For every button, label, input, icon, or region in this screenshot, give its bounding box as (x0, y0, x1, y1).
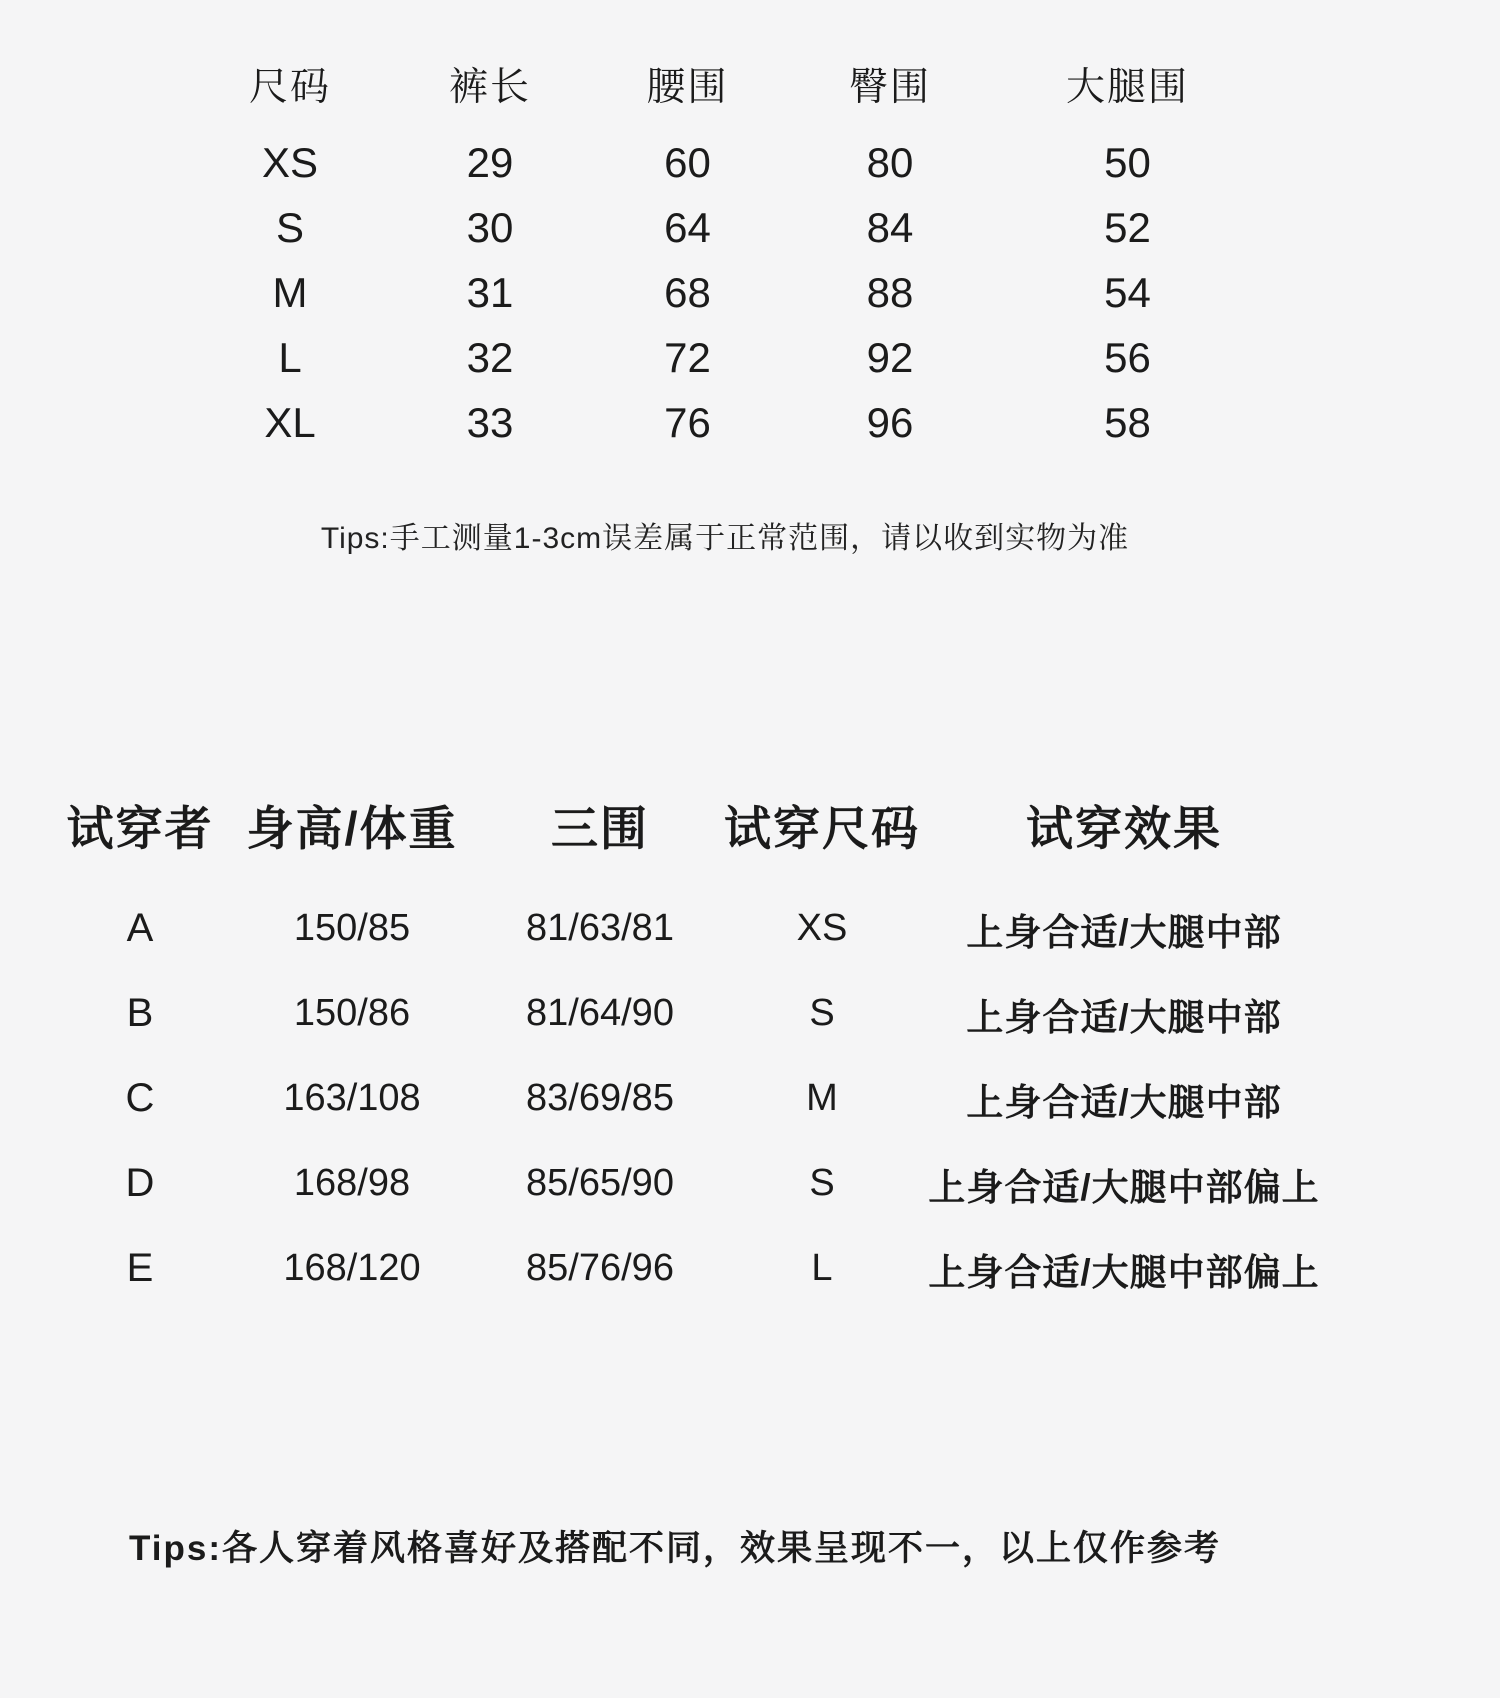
table-cell: 上身合适/大腿中部 (966, 911, 1282, 953)
table-row (55, 886, 1325, 971)
table-cell: 72 (664, 333, 711, 381)
table-cell: B (126, 991, 154, 1035)
size-table-header-row (190, 50, 1260, 118)
header-size: 尺码 (248, 66, 331, 109)
table-cell: L (811, 1247, 833, 1289)
header-thigh: 大腿围 (1065, 66, 1189, 109)
header-waist: 腰围 (646, 66, 729, 109)
fit-table-tips: Tips:各人穿着风格喜好及搭配不同，效果呈现不一，以上仅作参考 (129, 1529, 1221, 1568)
table-cell: 54 (1104, 268, 1151, 316)
table-cell: 上身合适/大腿中部 (966, 1081, 1282, 1123)
table-cell: M (272, 268, 308, 316)
table-cell: 88 (866, 268, 914, 316)
fit-table (55, 790, 1325, 1311)
header-tester: 试穿者 (66, 801, 214, 855)
table-cell: 85/76/96 (526, 1247, 674, 1289)
table-cell: 96 (866, 398, 914, 446)
table-cell: XS (796, 907, 848, 949)
header-measurements: 三围 (551, 801, 649, 855)
table-cell: 上身合适/大腿中部偏上 (928, 1251, 1320, 1293)
table-row (190, 260, 1260, 325)
table-row (55, 971, 1325, 1056)
header-height-weight: 身高/体重 (246, 801, 458, 855)
table-cell: S (809, 992, 835, 1034)
table-row (190, 130, 1260, 195)
table-cell: 83/69/85 (526, 1077, 674, 1119)
header-pants-length: 裤长 (448, 66, 531, 109)
size-table (190, 0, 1260, 557)
table-cell: 81/64/90 (526, 992, 674, 1034)
table-cell: 33 (466, 398, 514, 446)
table-cell: 150/86 (293, 992, 411, 1034)
table-cell: 31 (466, 268, 514, 316)
header-fit-effect: 试穿效果 (1026, 801, 1222, 855)
table-cell: 30 (466, 203, 514, 251)
table-cell: 168/120 (283, 1247, 421, 1289)
table-row (55, 1226, 1325, 1311)
table-cell: S (809, 1162, 835, 1204)
table-cell: S (275, 203, 304, 251)
table-cell: 92 (866, 333, 914, 381)
table-cell: 168/98 (293, 1162, 411, 1204)
size-table-tips: Tips:手工测量1-3cm误差属于正常范围，请以收到实物为准 (320, 522, 1130, 555)
table-cell: 80 (866, 138, 914, 186)
table-cell: 52 (1104, 203, 1151, 251)
table-cell: 上身合适/大腿中部 (966, 996, 1282, 1038)
table-cell: 76 (664, 398, 711, 446)
table-cell: 56 (1104, 333, 1151, 381)
table-row (190, 390, 1260, 455)
table-cell: E (126, 1246, 154, 1290)
table-cell: 64 (664, 203, 711, 251)
table-cell: 84 (866, 203, 914, 251)
table-cell: 上身合适/大腿中部偏上 (928, 1166, 1320, 1208)
table-cell: 85/65/90 (526, 1162, 674, 1204)
table-cell: 60 (664, 138, 711, 186)
table-cell: 150/85 (293, 907, 411, 949)
fit-table-header-row (55, 790, 1325, 860)
table-row (190, 325, 1260, 390)
table-cell: XS (261, 138, 319, 186)
table-cell: C (125, 1076, 155, 1120)
header-hip: 臀围 (848, 66, 931, 109)
table-row (55, 1141, 1325, 1226)
table-cell: D (125, 1161, 155, 1205)
table-cell: XL (264, 398, 316, 446)
table-cell: 32 (466, 333, 514, 381)
table-cell: A (126, 906, 154, 950)
table-cell: 68 (664, 268, 711, 316)
table-cell: 163/108 (283, 1077, 421, 1119)
table-cell: 50 (1104, 138, 1151, 186)
table-cell: L (278, 333, 302, 381)
table-cell: 58 (1104, 398, 1151, 446)
table-row (190, 195, 1260, 260)
table-row (55, 1056, 1325, 1141)
table-cell: 81/63/81 (526, 907, 674, 949)
table-cell: M (806, 1077, 838, 1119)
header-try-size: 试穿尺码 (724, 801, 920, 855)
table-cell: 29 (466, 138, 514, 186)
